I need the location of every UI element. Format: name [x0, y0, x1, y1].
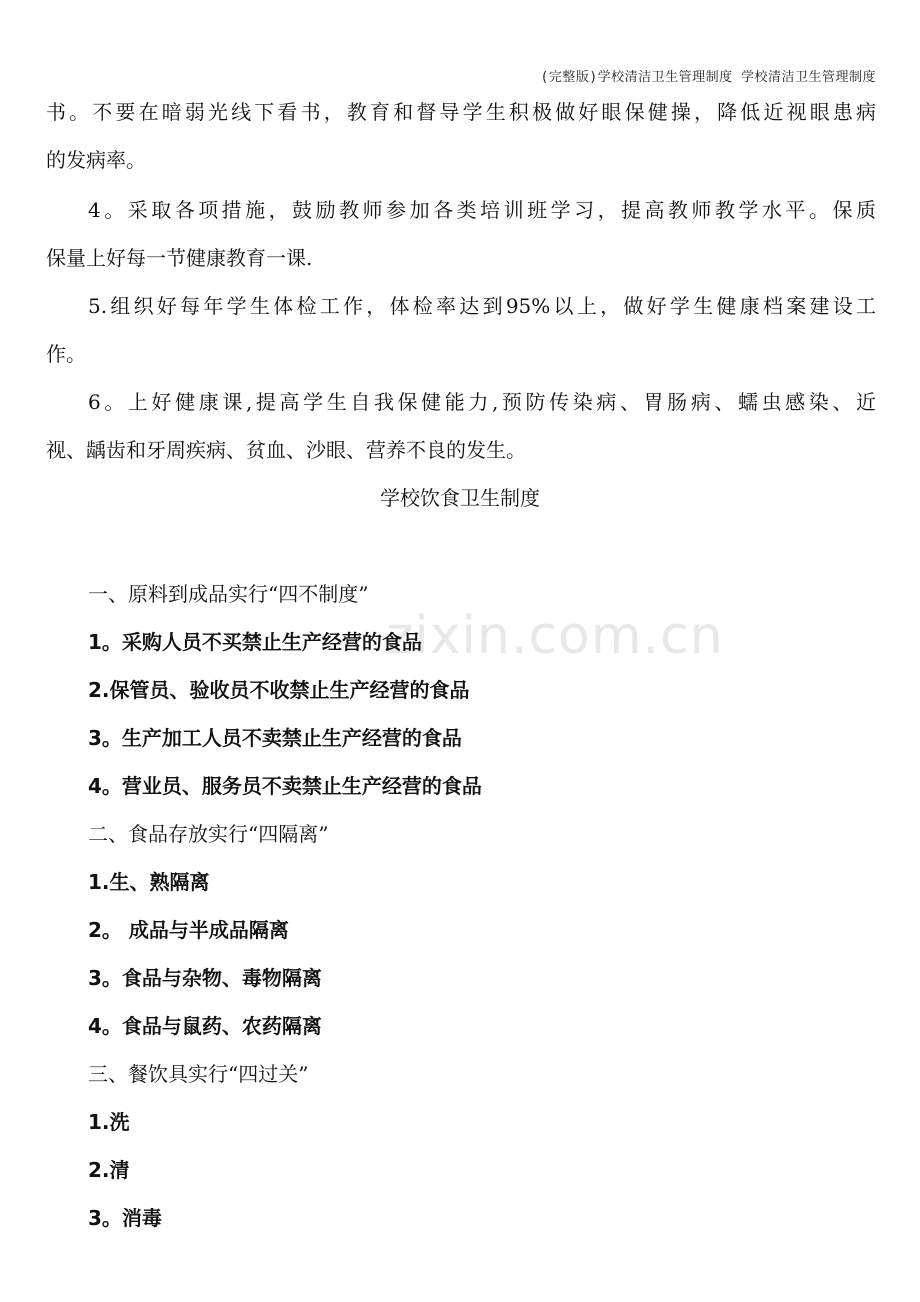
- list-item: 3。生产加工人员不卖禁止生产经营的食品: [88, 726, 462, 750]
- list-item: 1.洗: [88, 1110, 130, 1134]
- list-item: 4。营业员、服务员不卖禁止生产经营的食品: [88, 774, 482, 798]
- paragraph-line: 的发病率。: [46, 148, 146, 172]
- section-heading: 三、餐饮具实行“四过关”: [88, 1062, 309, 1086]
- list-item: 2.清: [88, 1158, 130, 1182]
- list-item: 2.保管员、验收员不收禁止生产经营的食品: [88, 678, 470, 702]
- page-header: (完整版)学校清洁卫生管理制度 学校清洁卫生管理制度: [540, 70, 876, 85]
- section-heading: 一、原料到成品实行“四不制度”: [88, 582, 369, 606]
- section-heading: 二、食品存放实行“四隔离”: [88, 822, 329, 846]
- paragraph-line: 4。采取各项措施，鼓励教师参加各类培训班学习，提高教师教学水平。保质: [88, 198, 876, 222]
- list-item: 2。 成品与半成品隔离: [88, 918, 289, 942]
- watermark: zixin.com.cn: [386, 606, 724, 666]
- list-item: 3。消毒: [88, 1206, 162, 1230]
- paragraph-line: 书。不要在暗弱光线下看书，教育和督导学生积极做好眼保健操，降低近视眼患病: [46, 100, 876, 124]
- section-title: 学校饮食卫生制度: [380, 486, 540, 510]
- list-item: 4。食品与鼠药、农药隔离: [88, 1014, 322, 1038]
- paragraph-line: 作。: [46, 342, 86, 366]
- list-item: 1.生、熟隔离: [88, 870, 210, 894]
- list-item: 1。采购人员不买禁止生产经营的食品: [88, 630, 422, 654]
- paragraph-line: 6。上好健康课,提高学生自我保健能力,预防传染病、胃肠病、蠕虫感染、近: [88, 390, 876, 414]
- list-item: 3。食品与杂物、毒物隔离: [88, 966, 322, 990]
- paragraph-line: 保量上好每一节健康教育一课.: [46, 246, 313, 270]
- paragraph-line: 5.组织好每年学生体检工作，体检率达到95%以上，做好学生健康档案建设工: [88, 294, 876, 318]
- paragraph-line: 视、龋齿和牙周疾病、贫血、沙眼、营养不良的发生。: [46, 438, 526, 462]
